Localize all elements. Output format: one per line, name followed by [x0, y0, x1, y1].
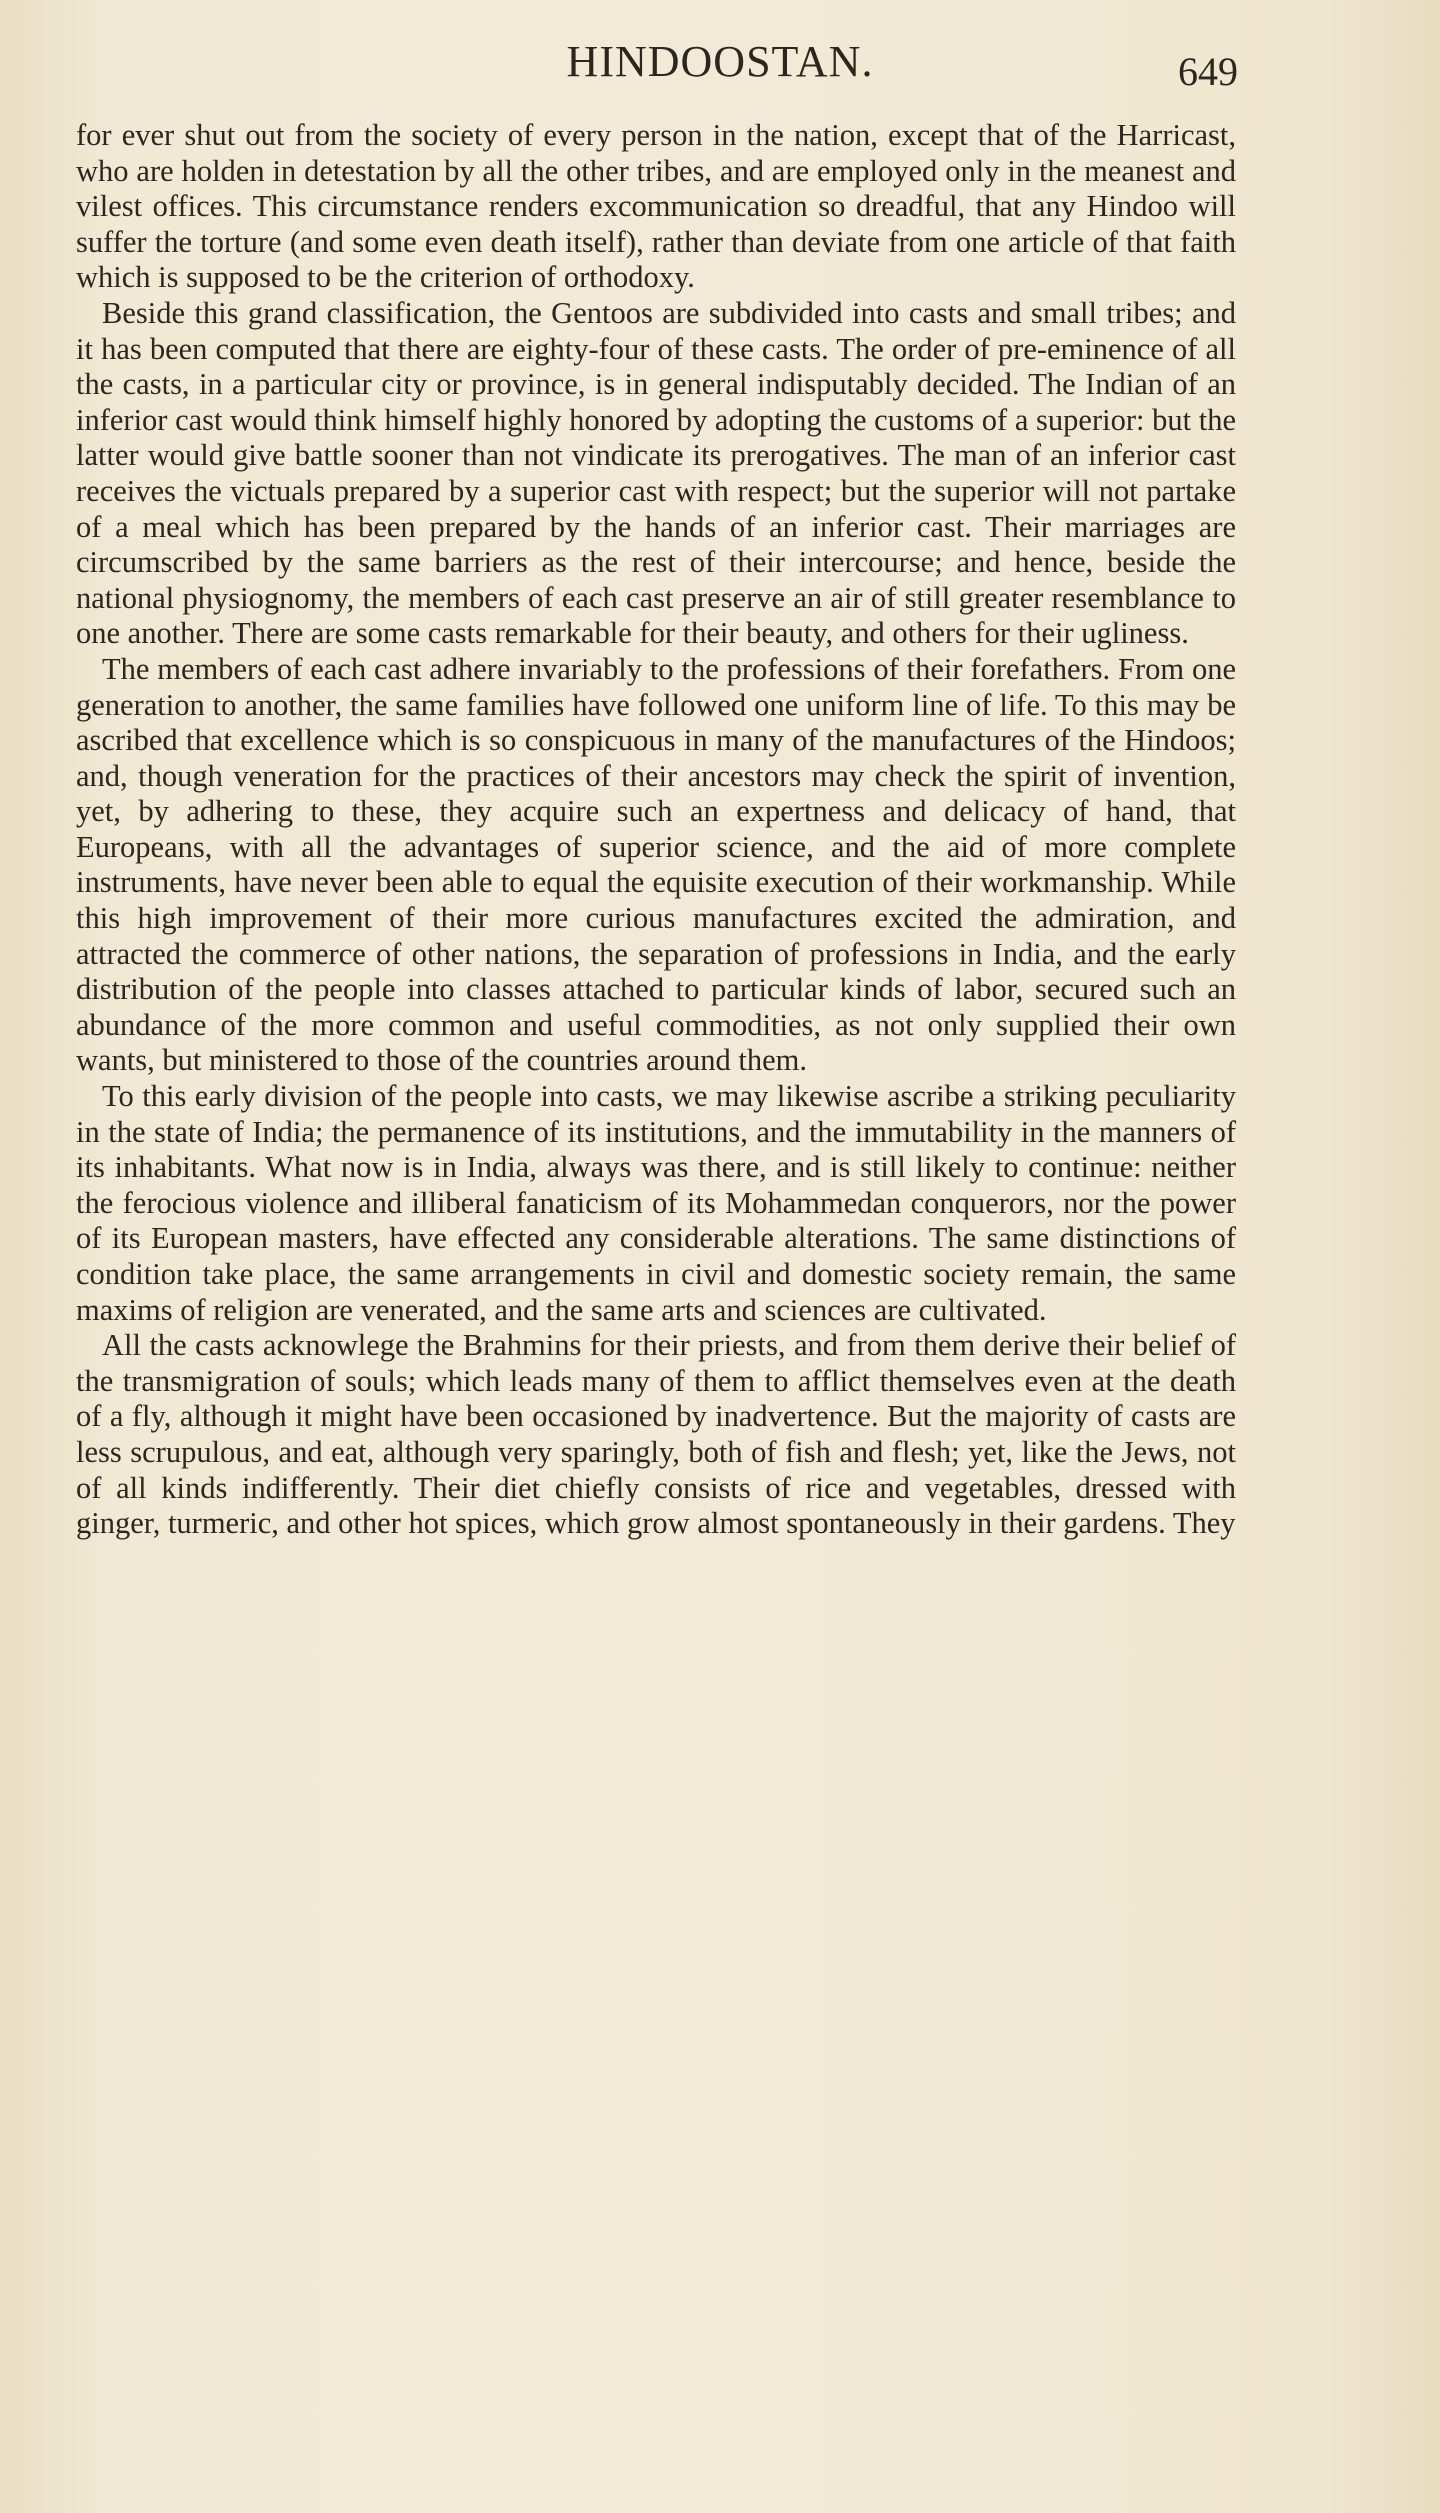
page-header [0, 36, 1440, 94]
paragraph-professions: The members of each cast adhere invariably to the professions of their forefathers. From one generation to another, the same families have followed one uniform line of life. To this may be ascribed that excellence which is so conspicuous in many of the manufactures of the Hindoos; and, though veneration for the practices of their ancestors may check the spirit of invention, yet, by adhering to these, they acquire such an expertness and delicacy of hand, that Europeans, with all the advantages of superior science, and the aid of more complete instruments, have never been able to equal the equisite execution of their workmanship. While this high improvement of their more curious manufactures excited the admiration, and attracted the commerce of other nations, the separation of professions in India, and the early distribution of the people into classes attached to particular kinds of labor, secured such an abundance of the more common and useful commodities, as not only supplied their own wants, but ministered to those of the countries around them. [76, 651, 1236, 1078]
paragraph-brahmins: All the casts acknowlege the Brahmins for their priests, and from them derive their belief of the transmigration of souls; which leads many of them to afflict themselves even at the death of a fly, although it might have been occasioned by inadvertence. But the majority of casts are less scrupulous, and eat, although very sparingly, both of fish and flesh; yet, like the Jews, not of all kinds indifferently. Their diet chiefly consists of rice and vegetables, dressed with ginger, turmeric, and other hot spices, which grow almost spontaneously in their gardens. They [76, 1328, 1236, 1541]
running-head: HINDOOSTAN. [566, 37, 874, 86]
paragraph-permanence: To this early division of the people into casts, we may likewise ascribe a striking peculiarity in the state of India; the permanence of its institutions, and the immutability in the manners of its inhabitants. What now is in India, always was there, and is still likely to continue: neither the ferocious violence and illiberal fanaticism of its Mohammedan conquerors, nor the power of its European masters, have effected any considerable alterations. The same distinctions of condition take place, the same arrangements in civil and domestic society remain, the same maxims of religion are venerated, and the same arts and sciences are cultivated. [76, 1079, 1236, 1327]
paragraph-continuation: for ever shut out from the society of every person in the nation, except that of the Harricast, who are holden in detestation by all the other tribes, and are employed only in the meanest and vilest offices. This circumstance renders excommunication so dreadful, that any Hindoo will suffer the torture (and some even death itself), rather than deviate from one article of that faith which is supposed to be the criterion of orthodoxy. [76, 118, 1236, 295]
page-number: 649 [1178, 49, 1238, 94]
body-text [76, 118, 1236, 1542]
paragraph-casts-classification: Beside this grand classification, the Gentoos are subdivided into casts and small tribes; and it has been computed that there are eighty-four of these casts. The order of pre-eminence of all the casts, in a particular city or province, is in general indisputably decided. The Indian of an inferior cast would think himself highly honored by adopting the customs of a superior: but the latter would give battle sooner than not vindicate its prerogatives. The man of an inferior cast receives the victuals prepared by a superior cast with respect; but the superior will not partake of a meal which has been prepared by the hands of an inferior cast. Their marriages are circumscribed by the same barriers as the rest of their intercourse; and hence, beside the national physiognomy, the members of each cast preserve an air of still greater resemblance to one another. There are some casts remarkable for their beauty, and others for their ugliness. [76, 295, 1236, 651]
